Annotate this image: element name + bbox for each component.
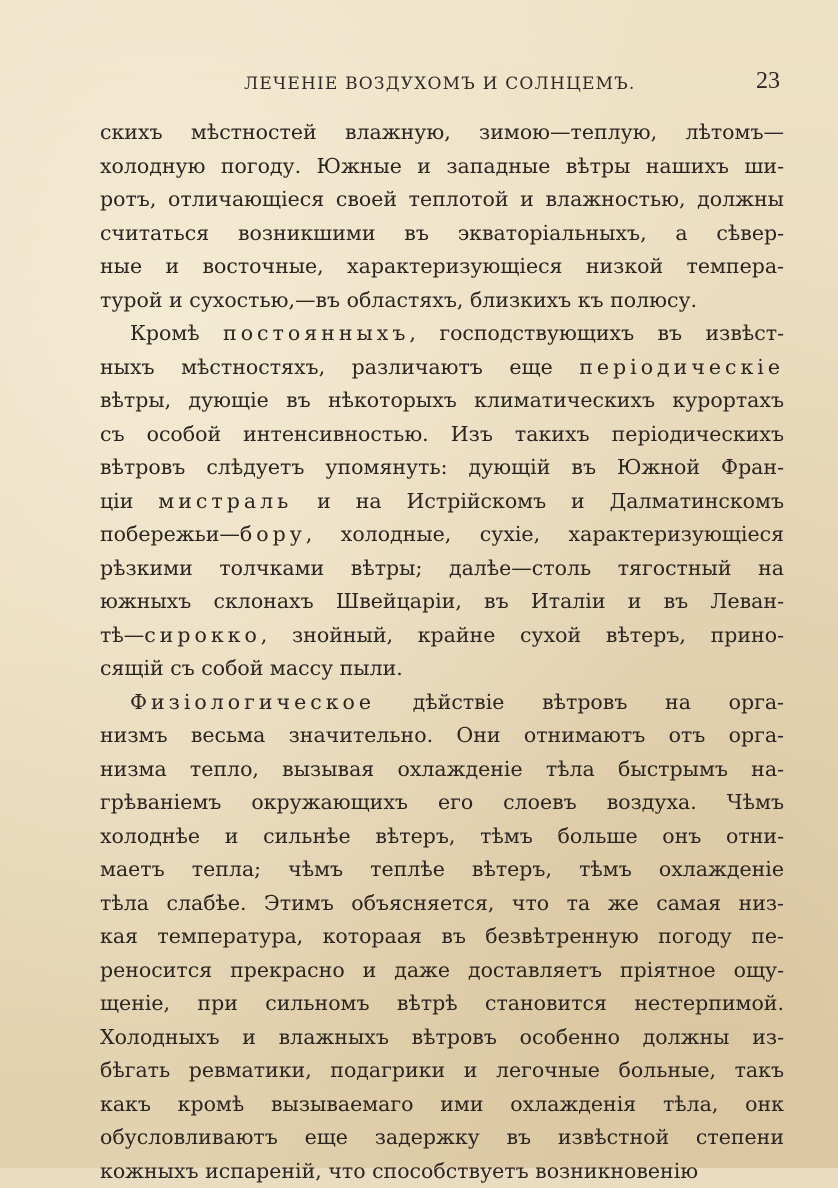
text-line: обусловливаютъ еще задержку въ извѣстной степени	[100, 1121, 784, 1155]
text-line: низмъ весьма значительно. Они отнимаютъ отъ орга-	[100, 719, 784, 753]
body-text	[100, 116, 784, 1188]
text-segment: дѣйствіе вѣтровъ на орга-	[375, 690, 784, 714]
text-line: вѣтры, дующіе въ нѣкоторыхъ климатическихъ курортахъ	[100, 384, 784, 418]
text-line: щеніе, при сильномъ вѣтрѣ становится нестерпимой.	[100, 987, 784, 1021]
paragraph	[100, 686, 784, 1188]
text-line: считаться возникшими въ экваторіальныхъ, а сѣвер-	[100, 217, 784, 251]
text-line: ротъ, отличающіеся своей теплотой и влажностью, должны	[100, 183, 784, 217]
text-line: съ особой интенсивностью. Изъ такихъ періодическихъ	[100, 418, 784, 452]
text-segment: , холодные, сухіе, характеризующіеся	[306, 522, 784, 546]
text-segment: и на Истрійскомъ и Далматинскомъ	[292, 489, 784, 513]
paragraph	[100, 317, 784, 686]
text-segment: ныхъ мѣстностяхъ, различаютъ еще	[100, 355, 579, 379]
paragraph	[100, 116, 784, 317]
text-line: южныхъ склонахъ Швейцаріи, въ Италіи и въ Леван-	[100, 585, 784, 619]
emphasized-term: постоянныхъ	[223, 321, 409, 345]
text-line: рѣзкими толчками вѣтры; далѣе—столь тягостный на	[100, 552, 784, 586]
text-segment: , знойный, крайне сухой вѣтеръ, прино-	[261, 623, 784, 647]
text-line: кая температура, котораая въ безвѣтренную погоду пе-	[100, 920, 784, 954]
text-line: скихъ мѣстностей влажную, зимою—теплую, лѣтомъ—	[100, 116, 784, 150]
text-line	[100, 351, 784, 385]
text-line: турой и сухостью,—въ областяхъ, близкихъ къ полюсу.	[100, 284, 784, 318]
page-number: 23	[756, 68, 780, 95]
text-line	[100, 619, 784, 653]
text-line: холоднѣе и сильнѣе вѣтеръ, тѣмъ больше онъ отни-	[100, 820, 784, 854]
text-segment: ціи	[100, 489, 158, 513]
emphasized-term: мистраль	[158, 489, 292, 513]
text-line	[100, 317, 784, 351]
emphasized-term: бору	[240, 522, 306, 546]
text-segment: Кромѣ	[130, 321, 223, 345]
text-line: вѣтровъ слѣдуетъ упомянуть: дующій въ Южной Фран-	[100, 451, 784, 485]
text-line: бѣгать ревматики, подагрики и легочные больные, такъ	[100, 1054, 784, 1088]
text-line: холодную погоду. Южные и западные вѣтры нашихъ ши-	[100, 150, 784, 184]
emphasized-term: періодическіе	[579, 355, 784, 379]
text-segment: , господствующихъ въ извѣст-	[409, 321, 784, 345]
emphasized-term: Физіологическое	[130, 690, 375, 714]
text-line: какъ кромѣ вызываемаго ими охлажденія тѣла, онк	[100, 1088, 784, 1122]
text-line: Холодныхъ и влажныхъ вѣтровъ особенно должны из-	[100, 1021, 784, 1055]
page-header	[100, 68, 780, 98]
text-line: грѣваніемъ окружающихъ его слоевъ воздуха. Чѣмъ	[100, 786, 784, 820]
text-line	[100, 518, 784, 552]
emphasized-term: сирокко	[144, 623, 261, 647]
text-line: сящій съ собой массу пыли.	[100, 652, 784, 686]
text-line: ные и восточные, характеризующіеся низкой темпера-	[100, 250, 784, 284]
text-segment: побережьи—	[100, 522, 240, 546]
text-line: реносится прекрасно и даже доставляетъ пріятное ощу-	[100, 954, 784, 988]
text-segment: тѣ—	[100, 623, 144, 647]
text-line: низма тепло, вызывая охлажденіе тѣла быстрымъ на-	[100, 753, 784, 787]
running-title: ЛЕЧЕНІЕ ВОЗДУХОМЪ И СОЛНЦЕМЪ.	[244, 74, 636, 94]
text-line	[100, 485, 784, 519]
text-line: маетъ тепла; чѣмъ теплѣе вѣтеръ, тѣмъ охлажденіе	[100, 853, 784, 887]
text-line: тѣла слабѣе. Этимъ объясняется, что та же самая низ-	[100, 887, 784, 921]
text-line: кожныхъ испареній, что способствуетъ возникновенію	[100, 1155, 784, 1188]
text-line	[100, 686, 784, 720]
